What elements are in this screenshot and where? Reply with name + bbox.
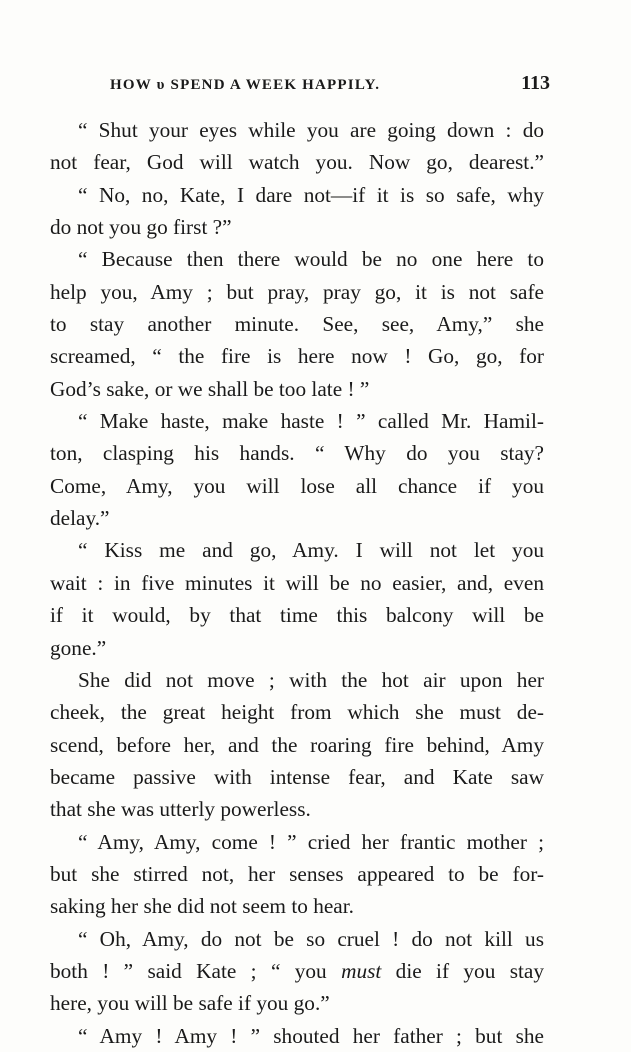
- text-line: She did not move ; with the hot air upon her: [78, 667, 544, 692]
- text-line: here, you will be safe if you go.”: [50, 991, 330, 1016]
- emphasis: must: [341, 958, 382, 983]
- text-line: do not you go first ?”: [50, 215, 232, 240]
- text-line: “ Oh, Amy, do not be so cruel ! do not kill us: [78, 926, 544, 951]
- text-line: “ Amy ! Amy ! ” shouted her father ; but she: [78, 1023, 544, 1048]
- text-segment: both ! ” said Kate ; “ you: [50, 958, 342, 983]
- text-line: “ Shut your eyes while you are going down : do: [78, 118, 544, 142]
- text-line-with-emphasis: [50, 955, 544, 987]
- text-body: [50, 114, 544, 1052]
- text-line: scend, before her, and the roaring fire behind, Amy: [50, 732, 544, 757]
- text-line: “ Because then there would be no one here to: [78, 247, 544, 272]
- text-line: if it would, by that time this balcony will be: [50, 603, 544, 628]
- text-line: “ Amy, Amy, come ! ” cried her frantic mother ;: [78, 829, 544, 854]
- page-number: 113: [521, 72, 550, 94]
- text-line: saking her she did not seem to hear.: [50, 894, 355, 919]
- text-line: gone.”: [50, 635, 107, 660]
- text-line: “ Make haste, make haste ! ” called Mr. Hamil-: [78, 409, 544, 434]
- text-line: Come, Amy, you will lose all chance if you: [50, 473, 544, 498]
- text-line: God’s sake, or we shall be too late ! ”: [50, 376, 370, 401]
- text-line: “ No, no, Kate, I dare not—if it is so safe, why: [78, 182, 544, 207]
- text-line: but she stirred not, her senses appeared to be for-: [50, 861, 544, 886]
- text-line: to stay another minute. See, see, Amy,” she: [50, 312, 544, 337]
- text-segment: die if you stay: [381, 958, 545, 983]
- text-line: cheek, the great height from which she must de-: [50, 700, 544, 725]
- text-line: help you, Amy ; but pray, pray go, it is not safe: [50, 279, 544, 304]
- text-line: ton, clasping his hands. “ Why do you stay?: [50, 441, 544, 466]
- text-line: delay.”: [50, 506, 110, 531]
- page-header: [110, 72, 550, 95]
- text-line: not fear, God will watch you. Now go, dearest.”: [50, 150, 544, 175]
- text-line: wait : in five minutes it will be no easier, and, even: [50, 570, 544, 595]
- running-title: HOW υ SPEND A WEEK HAPPILY.: [110, 77, 381, 93]
- text-line: screamed, “ the fire is here now ! Go, go, for: [50, 344, 544, 369]
- text-line: that she was utterly powerless.: [50, 797, 311, 822]
- text-line: became passive with intense fear, and Kate saw: [50, 764, 544, 789]
- text-line: “ Kiss me and go, Amy. I will not let you: [78, 538, 544, 563]
